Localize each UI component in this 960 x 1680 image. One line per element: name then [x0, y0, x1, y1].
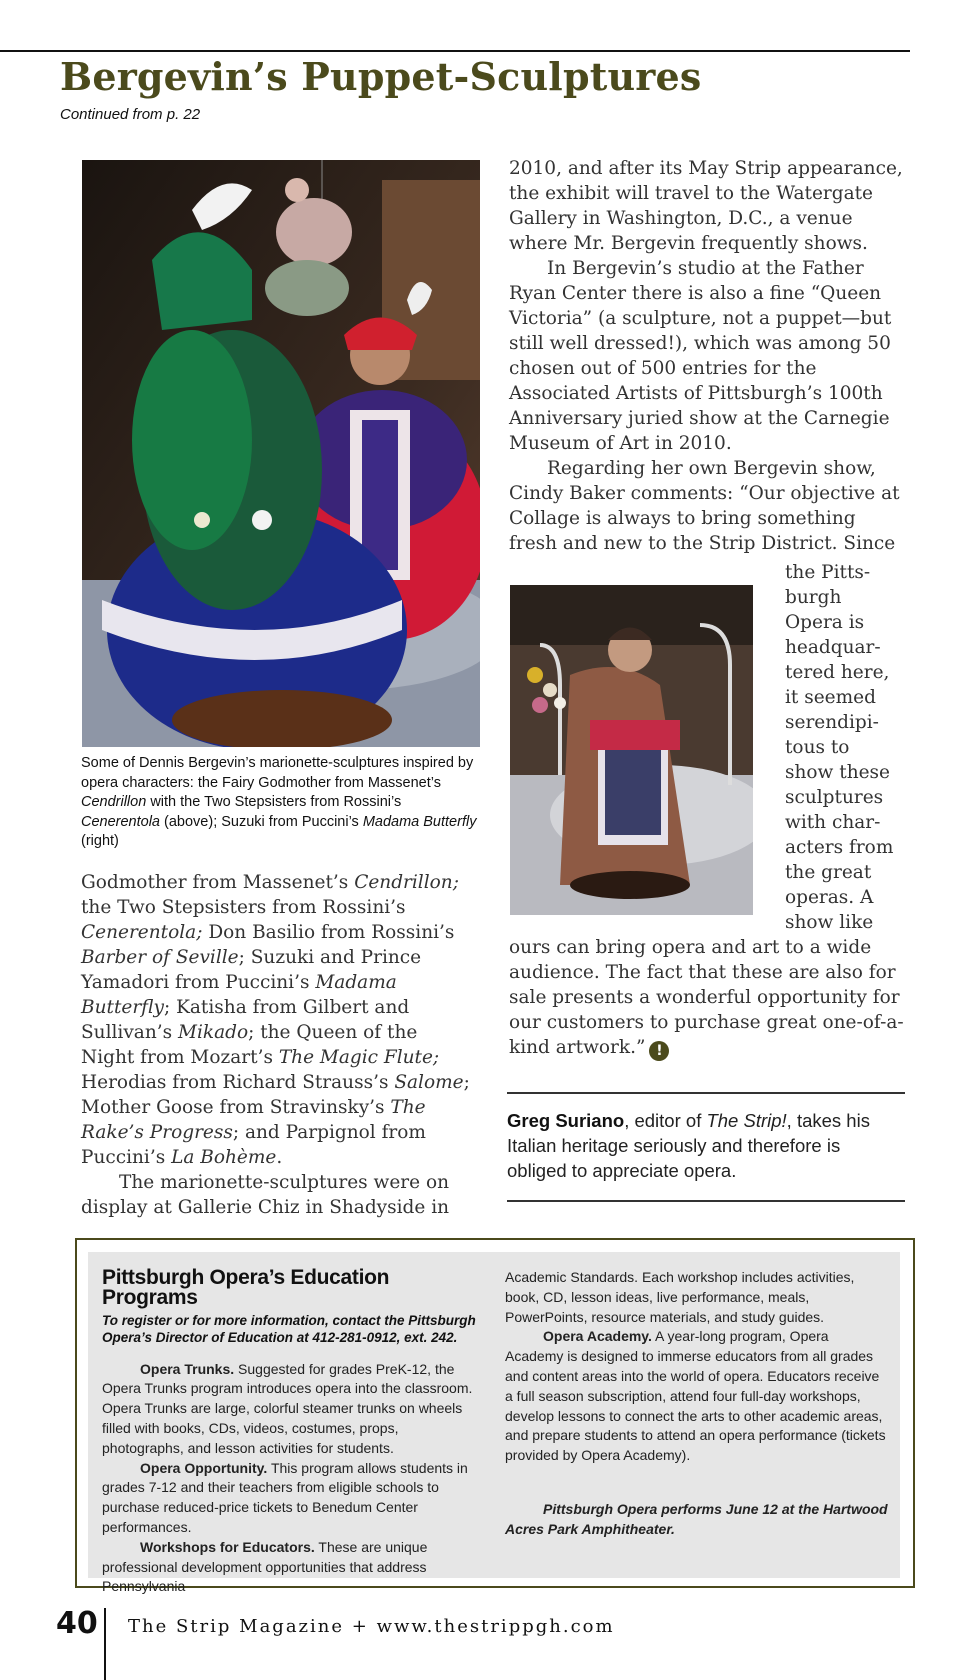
program-workshops-continued: Academic Standards. Each workshop includes activities, book, CD, lesson ideas, live performance, meals, PowerPoints, resource materials, and study guides. — [505, 1269, 855, 1325]
photo-caption — [81, 754, 481, 852]
author-bio — [507, 1108, 897, 1183]
continued-note: Continued from p. 22 — [60, 106, 201, 123]
wrapped-line: burgh — [785, 587, 842, 608]
wrapped-line: acters from — [785, 837, 894, 858]
caption-text: Some of Dennis Bergevin’s marionette-sculptures inspired by opera characters: the Fairy Godmother from Massenet’s — [81, 755, 474, 791]
right-paragraph-4: ours can bring opera and art to a wide audience. The fact that these are also for sale presents a wonderful opportunity for our customers to purchase great one-of-a-kind artwork.” — [509, 937, 904, 1058]
program-workshops — [102, 1538, 482, 1597]
bio-text: , editor of — [624, 1110, 707, 1131]
work-title: Barber of Seville — [81, 947, 239, 968]
top-rule — [0, 50, 910, 52]
article-title: Bergevin’s Puppet-Sculptures — [60, 54, 702, 99]
marionettes-photo — [82, 160, 480, 747]
caption-text: (above); Suzuki from Puccini’s — [160, 813, 363, 830]
wrapped-line: Opera is — [785, 612, 865, 633]
bio-text: , takes his Italian heritage seriously and therefore is obliged to appreciate opera. — [507, 1110, 870, 1181]
program-label: Workshops for Educators. — [140, 1538, 315, 1555]
end-mark-icon: ! — [649, 1041, 669, 1061]
marionettes-illustration — [82, 160, 480, 747]
work-title: Madama Butterfly — [81, 972, 397, 1018]
right-paragraph-1: 2010, and after its May Strip appearance, the exhibit will travel to the Watergate Gallery in Washington, D.C., a venue where Mr. Bergevin frequently shows. — [509, 158, 903, 254]
program-label: Opera Opportunity. — [140, 1459, 268, 1476]
right-paragraph-3: Regarding her own Bergevin show, Cindy Baker comments: “Our objective at Collage is always to bring something fresh and new to the Strip District. Since — [509, 458, 900, 554]
program-text: These are unique professional development opportunities that address Pennsylvania — [102, 1538, 428, 1595]
wrapped-line: the great — [785, 862, 872, 883]
education-sidebar — [88, 1252, 900, 1595]
program-text: A year-long program, Opera Academy is designed to immerse educators from all grades and content areas into the world of opera. Educators receive a full season subscription, attend four full-day workshops, develop lessons to connect the arts to other academic areas, and prepare students to attend an opera performance (tickets provided by Opera Academy). — [505, 1328, 886, 1464]
wrapped-line: with char- — [785, 812, 881, 833]
body-text: Don Basilio from Rossini’s — [202, 922, 455, 943]
body-text: ; and Parpignol from Puccini’s — [81, 1122, 426, 1168]
wrapped-line: headquar- — [785, 637, 881, 658]
wrapped-line: sculptures — [785, 787, 884, 808]
author-name: Greg Suriano — [507, 1110, 625, 1131]
sidebar-register-note: To register or for more information, contact the Pittsburgh Opera’s Director of Education at 412-281-0912, ext. 242. — [102, 1312, 476, 1345]
work-title: Mikado — [178, 1022, 249, 1043]
work-title: La Bohème — [171, 1147, 277, 1168]
suzuki-illustration — [510, 585, 753, 915]
bio-top-rule — [507, 1092, 905, 1094]
body-text: the Two Stepsisters from Rossini’s — [81, 897, 406, 918]
caption-title: Madama Butterfly — [362, 813, 477, 830]
program-academy — [505, 1327, 889, 1466]
work-title: Salome — [394, 1072, 464, 1093]
work-title: Cendrillon; — [354, 872, 459, 893]
left-paragraph-1 — [81, 870, 471, 1170]
frame-top — [77, 1238, 913, 1240]
body-text: ; the Queen of the Night from Mozart’s — [81, 1022, 418, 1068]
right-column-bottom — [509, 935, 909, 1061]
caption-title: Cendrillon — [81, 794, 147, 810]
work-title: Cenerentola; — [81, 922, 203, 943]
caption-title: Cenerentola — [81, 813, 160, 830]
program-opportunity — [102, 1459, 482, 1538]
wrapped-line: the Pitts- — [785, 562, 871, 583]
wrapped-line: show these — [785, 762, 891, 783]
left-column — [81, 870, 471, 1220]
wrapped-line: tous to — [785, 737, 850, 758]
page-number: 40 — [56, 1606, 98, 1641]
publication-name: The Strip! — [706, 1110, 787, 1131]
body-text: ; Katisha from Gilbert and Sullivan’s — [81, 997, 410, 1043]
body-text: ; Mother Goose from Stravinsky’s — [81, 1072, 470, 1118]
bio-bottom-rule — [507, 1200, 905, 1202]
footer-publication: The Strip Magazine + www.thestrippgh.com — [128, 1616, 615, 1637]
work-title: The Rake’s Progress — [81, 1097, 426, 1143]
footer-divider — [104, 1608, 106, 1680]
wrapped-line: show like — [785, 912, 874, 933]
program-text: Suggested for grades PreK-12, the Opera Trunks program introduces opera into the classroom. Opera Trunks are large, colorful steamer trunks on wheels filled with books, CDs, videos, costumes, props, photographs, and lesson activities for students. — [102, 1360, 473, 1456]
program-text: This program allows students in grades 7-12 and their teachers from eligible schools to purchase reduced-price tickets to Benedum Center performances. — [102, 1459, 468, 1535]
left-paragraph-2: The marionette-sculptures were on display at Gallerie Chiz in Shadyside in — [81, 1172, 450, 1218]
wrapped-line: tered here, — [785, 662, 890, 683]
right-column-top — [509, 156, 909, 556]
wrapped-line: operas. A — [785, 887, 874, 908]
wrapped-line: serendipi- — [785, 712, 879, 733]
wrapped-text — [785, 560, 915, 935]
sidebar-title: Pittsburgh Opera’s Education Programs — [102, 1266, 390, 1309]
wrapped-line: it seemed — [785, 687, 876, 708]
body-text: Godmother from Massenet’s — [81, 872, 355, 893]
program-label: Opera Trunks. — [140, 1360, 235, 1377]
sidebar-right-column — [505, 1268, 889, 1540]
program-label: Opera Academy. — [543, 1328, 652, 1345]
body-text: ; Suzuki and Prince Yamadori from Puccini’s — [81, 947, 422, 993]
caption-text: with the Two Stepsisters from Rossini’s — [146, 794, 402, 810]
body-text: Herodias from Richard Strauss’s — [81, 1072, 395, 1093]
performance-note: Pittsburgh Opera performs June 12 at the Hartwood Acres Park Amphitheater. — [505, 1500, 888, 1537]
body-text: . — [276, 1147, 283, 1168]
caption-text: (right) — [81, 833, 119, 849]
sidebar-left-column — [102, 1268, 482, 1597]
program-trunks — [102, 1360, 482, 1459]
right-paragraph-2: In Bergevin’s studio at the Father Ryan Center there is also a fine “Queen Victoria” (a sculpture, not a puppet—but still well dressed!), which was among 50 chosen out of 500 entries for the Associated Artists of Pittsburgh’s 100th Anniversary juried show at the Carnegie Museum of Art in 2010. — [509, 258, 892, 454]
suzuki-photo — [510, 585, 753, 915]
work-title: The Magic Flute; — [278, 1047, 440, 1068]
